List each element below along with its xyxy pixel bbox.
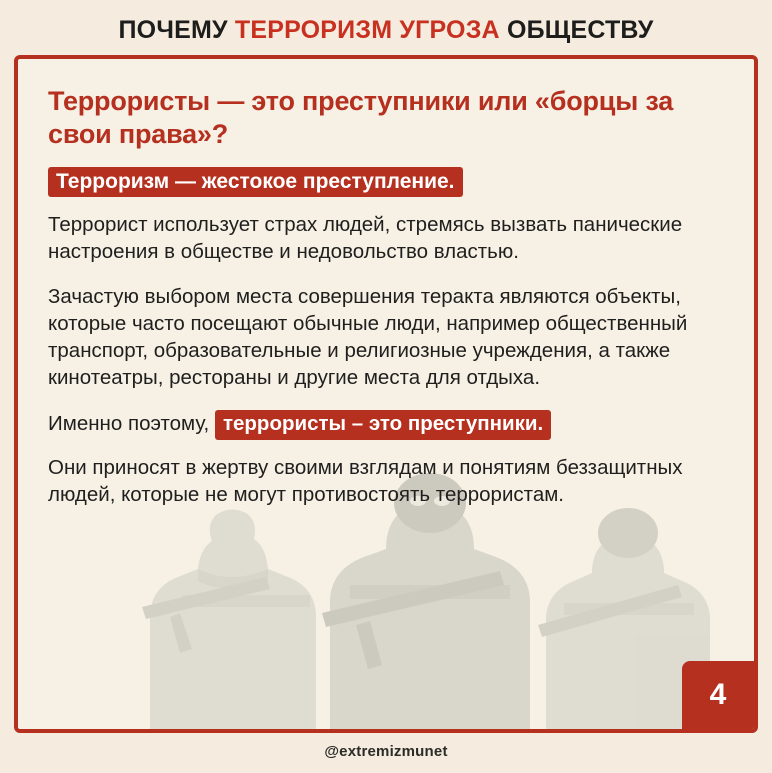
- header-title-accent: ТЕРРОРИЗМ УГРОЗА: [234, 16, 500, 44]
- paragraph-1: Террорист использует страх людей, стремясь вызвать панические настроения в обществе и недовольство властью.: [48, 212, 683, 263]
- card-content: [48, 85, 724, 508]
- poster-header: [0, 0, 772, 55]
- lead-highlight: Терроризм — жестокое преступление.: [48, 167, 463, 197]
- paragraph-2: Зачастую выбором места совершения теракта являются объекты, которые часто посещают обычные люди, например общественный транспорт, образовательные и религиозные учреждения, а также кинотеатры, рестораны и другие места для отдыха.: [48, 284, 688, 390]
- card-wrapper: [0, 55, 772, 733]
- lead-highlight-line: [48, 167, 724, 197]
- card-title: Террористы — это преступники или «борцы за свои права»?: [48, 85, 674, 149]
- conclusion-line: [48, 409, 724, 440]
- content-card: [14, 55, 758, 733]
- poster-footer: [0, 733, 772, 773]
- header-title-part2: ОБЩЕСТВУ: [499, 16, 654, 44]
- conclusion-prefix: Именно поэтому,: [48, 412, 215, 436]
- conclusion-highlight: террористы – это преступники.: [215, 410, 551, 440]
- paragraph-3: Они приносят в жертву своими взглядам и понятиям беззащитных людей, которые не могут противостоять террористам.: [48, 455, 683, 506]
- header-title-part1: ПОЧЕМУ: [118, 16, 235, 44]
- page-number-badge: 4: [682, 661, 754, 729]
- header-title: [10, 16, 762, 45]
- social-handle: @extremizmunet: [324, 743, 448, 760]
